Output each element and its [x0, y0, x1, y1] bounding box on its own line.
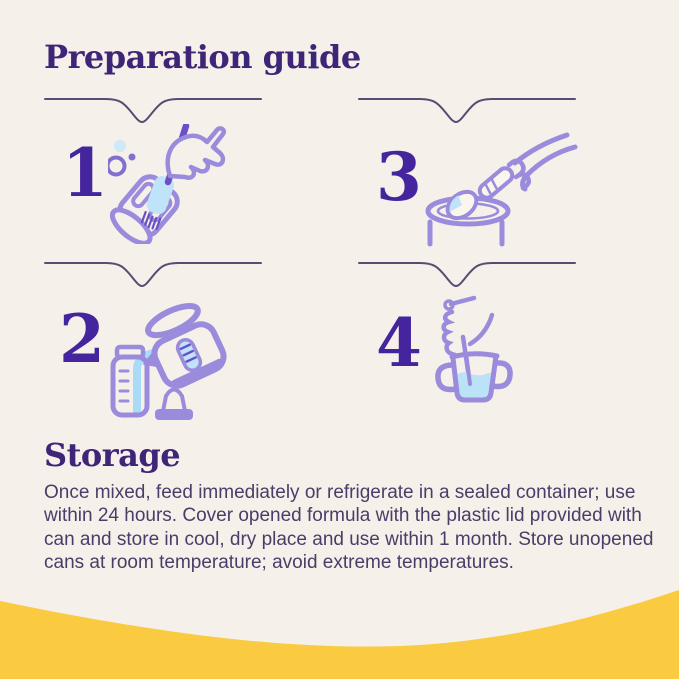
step-number: 3 [376, 138, 422, 216]
step-section-2 [44, 260, 262, 425]
step-section-3 [358, 96, 576, 246]
pour-water-from-kettle-icon [103, 295, 253, 425]
step-divider [44, 96, 262, 126]
step-number: 1 [62, 134, 108, 212]
step-section-1 [44, 96, 262, 246]
page-title: Preparation guide [44, 38, 361, 76]
step-number: 4 [376, 304, 422, 382]
clean-bottle-with-brush-icon [108, 124, 238, 244]
step-section-4 [358, 260, 576, 425]
yellow-wave-decoration [0, 584, 679, 679]
step-divider [44, 260, 262, 290]
storage-text: Once mixed, feed immediately or refrigerate in a sealed container; use within 24 hours. Cover opened formula with the plastic lid provided with can and store in cool, dry place and use within 1 month. Store unopened cans at room temperature; avoid extreme temperatures. [44, 482, 654, 574]
storage-heading: Storage [44, 436, 181, 474]
scoop-formula-from-can-icon [415, 115, 580, 250]
stir-formula-in-cup-icon [430, 285, 580, 425]
step-number: 2 [59, 300, 105, 378]
